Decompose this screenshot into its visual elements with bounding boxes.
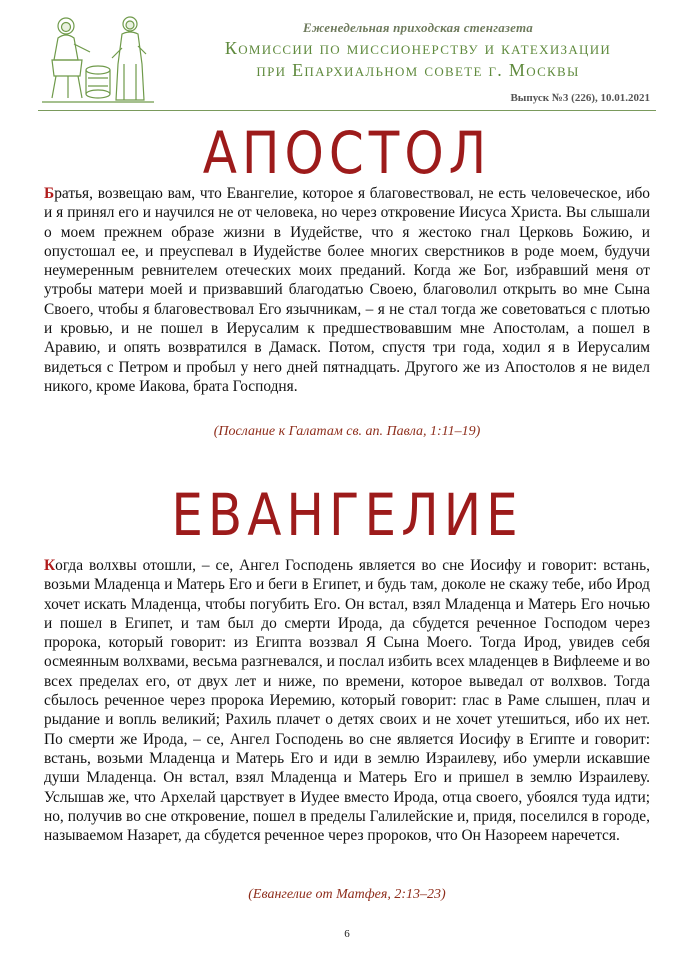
apostle-body-text: ратья, возвещаю вам, что Евангелие, которое я благовествовал, не есть человеческое, ибо и я принял его и научился не от человека, но через откровение Иисуса Христа. Вы слышали о моем прежнем образе жизни в Иудействе, что я жестоко гнал Церковь Божию, и опустошал ее, и преуспевал в Иудействе более многих сверстников в роде моем, будучи неумеренным ревнителем отеческих моих преданий. Когда же Бог, избравший меня от утробы матери моей и призвавший благодатью Своею, благоволил открыть во мне Сына Своего, чтобы я благовествовал Его язычникам, – я не стал тогда же советоваться с плотью и кровью, и не пошел в Иерусалим к предшествовавшим мне Апостолам, а пошел в Аравию, и опять возвратился в Дамаск. Потом, спустя три года, ходил я в Иерусалим видеться с Петром и пробыл у него дней пятнадцать. Другого же из Апостолов я не видел никого, кроме Иакова, брата Господня. — [44, 185, 650, 395]
apostle-citation: (Послание к Галатам св. ап. Павла, 1:11–19) — [213, 424, 481, 439]
page-number: 6 — [344, 928, 350, 940]
gospel-body-text: огда волхвы отошли, – се, Ангел Господень является во сне Иосифу и говорит: встань, возьми Младенца и Матерь Его и беги в Египет, и будь там, доколе не скажу тебе, ибо Ирод хочет искать Младенца, чтобы погубить Его. Он встал, взял Младенца и Матерь Его ночью и пошел в Египет, и там был до смерти Ирода, да сбудется реченное Господом через пророка, который говорит: из Египта воззвал Я Сына Моего. Тогда Ирод, увидев себя осмеянным волхвами, весьма разгневался, и послал избить всех младенцев в Вифлееме и во всех пределах его, от двух лет и ниже, по времени, которое выведал от волхвов. Тогда сбылось реченное через пророка Иеремию, который говорит: глас в Раме слышен, плач и рыдание и вопль великий; Рахиль плачет о детях своих и не хочет утешиться, ибо их нет. По смерти же Ирода, – се, Ангел Господень во сне является Иосифу в Египте и говорит: встань, возьми Младенца и Матерь Его и иди в землю Израилеву, ибо умерли искавшие души Младенца. Он встал, взял Младенца и Матерь Его и пришел в землю Израилеву. Услышав же, что Архелай царствует в Иудее вместо Ирода, отца своего, убоялся туда идти; но, получив во сне откровение, пошел в пределы Галилейские и, придя, поселился в городе, называемом Назарет, да сбудется реченное через пророков, что Он Назореем наречется. — [44, 557, 650, 845]
apostle-initial-letter: Б — [44, 185, 55, 202]
publisher-title-line-1: Комиссии по миссионерству и катехизации — [224, 38, 612, 58]
header-divider — [38, 110, 656, 111]
apostle-reading — [44, 184, 650, 396]
icon-logo-christ-and-samaritan-woman — [38, 14, 158, 106]
gospel-heading: ЕВАНГЕЛИЕ — [171, 482, 523, 549]
gospel-reading — [44, 556, 650, 845]
gospel-initial-letter: К — [44, 557, 56, 574]
gospel-citation: (Евангелие от Матфея, 2:13–23) — [248, 887, 446, 902]
issue-info: Выпуск №3 (226), 10.01.2021 — [510, 92, 650, 104]
newspaper-header — [0, 0, 694, 112]
apostle-heading: АПОСТОЛ — [202, 120, 492, 187]
publisher-title-line-2: при Епархиальном совете г. Москвы — [256, 60, 580, 80]
kicker-text: Еженедельная приходская стенгазета — [303, 20, 533, 35]
